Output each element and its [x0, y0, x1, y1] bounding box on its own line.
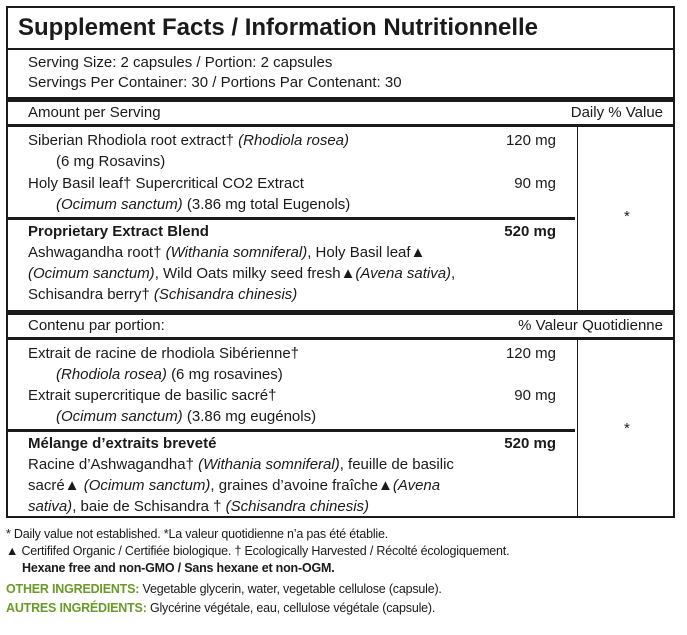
fr-dv-star: * — [624, 420, 630, 437]
fr-blend-label: Mélange d’extraits breveté — [28, 435, 217, 452]
en-blend-line-2: (Ocimum sanctum), Wild Oats milky seed fresh▲(Avena sativa), — [28, 265, 456, 282]
fr-basil-line: Extrait supercritique de basilic sacré† — [28, 387, 277, 404]
en-amount-header-row — [8, 102, 673, 124]
supplement-facts-panel — [6, 6, 675, 518]
other-ingredients-label: OTHER INGREDIENTS: — [6, 582, 140, 596]
fr-basil-amount: 90 mg — [514, 387, 556, 404]
fr-blend-line-2: sacré▲ (Ocimum sanctum), graines d’avoine fraîche▲(Avena — [28, 477, 441, 494]
footnote-daily-value: * Daily value not established. *La valeur quotidienne n’a pas été établie. — [6, 527, 388, 541]
fr-blend-line-1: Racine d’Ashwagandha† (Withania somniferal), feuille de basilic — [28, 456, 454, 473]
en-header-rule — [8, 124, 673, 127]
fr-dv-divider — [577, 340, 578, 516]
en-rhodiola-amount: 120 mg — [505, 132, 556, 149]
en-dv-header: Daily % Value — [570, 104, 663, 121]
fr-dv-header: % Valeur Quotidienne — [518, 317, 663, 334]
en-blend-line-1: Ashwagandha root† (Withania somniferal), Holy Basil leaf▲ — [28, 244, 426, 261]
fr-rhodiola-sub: (Rhodiola rosea) (6 mg rosavines) — [56, 366, 283, 383]
en-basil-sub: (Ocimum sanctum) (3.86 mg total Eugenols) — [56, 196, 351, 213]
en-basil-line: Holy Basil leaf† Supercritical CO2 Extract — [28, 175, 304, 192]
en-blend-line-3: Schisandra berry† (Schisandra chinesis) — [28, 286, 298, 303]
other-ingredients — [6, 581, 442, 598]
serving-size: Serving Size: 2 capsules / Portion: 2 capsules — [28, 54, 333, 71]
autres-ingredients-value: Glycérine végétale, eau, cellulose végétale (capsule). — [149, 601, 436, 615]
serving-info — [8, 48, 673, 102]
autres-ingredients-label: AUTRES INGRÉDIENTS: — [6, 601, 147, 615]
fr-rhodiola-amount: 120 mg — [505, 345, 556, 362]
autres-ingredients — [6, 600, 435, 617]
en-rhodiola-sub: (6 mg Rosavins) — [56, 153, 166, 170]
other-ingredients-value: Vegetable glycerin, water, vegetable cellulose (capsule). — [142, 582, 442, 596]
fr-basil-sub: (Ocimum sanctum) (3.86 mg eugénols) — [56, 408, 317, 425]
en-dv-star: * — [624, 208, 630, 225]
fr-rhodiola-line: Extrait de racine de rhodiola Sibérienne† — [28, 345, 300, 362]
footnote-hexane: Hexane free and non-GMO / Sans hexane et non-OGM. — [22, 561, 335, 575]
en-blend-label: Proprietary Extract Blend — [28, 223, 209, 240]
fr-blend-line-3: sativa), baie de Schisandra † (Schisandra chinesis) — [28, 498, 370, 515]
servings-per-container: Servings Per Container: 30 / Portions Par Contenant: 30 — [28, 74, 402, 91]
en-basil-amount: 90 mg — [514, 175, 556, 192]
fr-blend-rule — [8, 429, 575, 432]
en-amount-header: Amount per Serving — [28, 104, 161, 121]
fr-amount-header-row — [8, 315, 673, 337]
panel-title: Supplement Facts / Information Nutritionnelle — [8, 8, 673, 50]
en-dv-divider — [577, 127, 578, 310]
fr-amount-header: Contenu par portion: — [28, 317, 165, 334]
en-blend-amount: 520 mg — [504, 223, 556, 240]
en-blend-rule — [8, 217, 575, 220]
footnote-organic: ▲ Certififed Organic / Certifiée biologique. † Ecologically Harvested / Récolté écologiquement. — [6, 544, 510, 558]
fr-blend-amount: 520 mg — [504, 435, 556, 452]
fr-header-rule — [8, 337, 673, 340]
en-rhodiola-line: Siberian Rhodiola root extract† (Rhodiola rosea) — [28, 132, 350, 149]
